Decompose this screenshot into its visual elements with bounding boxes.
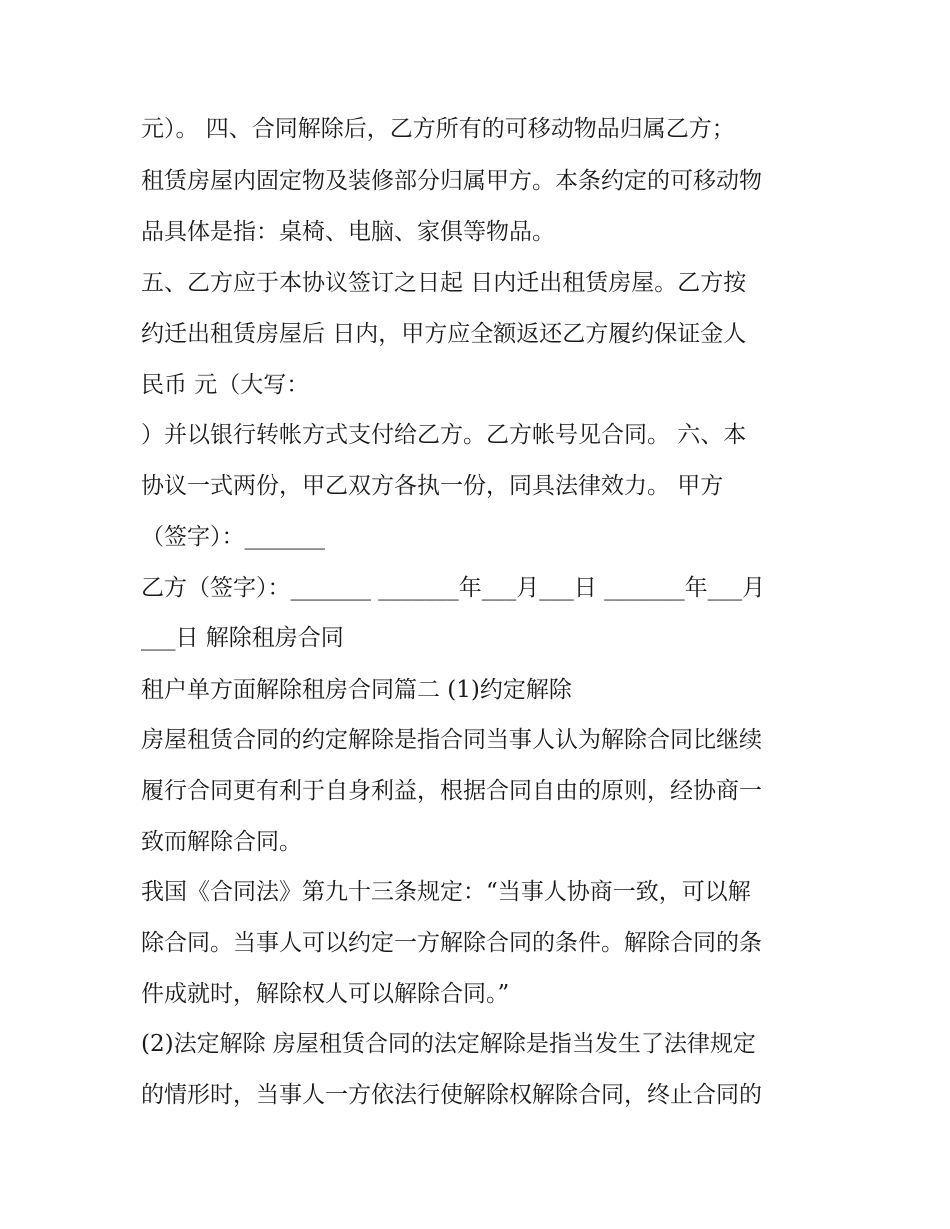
text-line: 租赁房屋内固定物及装修部分归属甲方。本条约定的可移动物 [141, 168, 762, 194]
signature-line: （签字）：_______ [141, 524, 325, 550]
text-line: 致而解除合同。 [141, 829, 302, 855]
section-heading: 租户单方面解除租房合同篇二 (1)约定解除 [141, 677, 572, 703]
text-line: 件成就时，解除权人可以解除合同。” [141, 981, 510, 1007]
text-line: 民币 元（大写： [141, 372, 310, 398]
text-line: 的情形时，当事人一方依法行使解除权解除合同，终止合同的 [141, 1082, 762, 1108]
text-line: 我国《合同法》第九十三条规定：“当事人协商一致，可以解 [141, 879, 751, 905]
text-line: 房屋租赁合同的约定解除是指合同当事人认为解除合同比继续 [141, 727, 762, 753]
text-line: 品具体是指：桌椅、电脑、家俱等物品。 [141, 219, 555, 245]
signature-line: 乙方（签字）：_______ _______年___月___日 _______年___月 [141, 575, 766, 601]
text-line: 履行合同更有利于自身利益，根据合同自由的原则，经协商一 [141, 778, 762, 804]
text-line: ___日 解除租房合同 [141, 625, 344, 651]
text-line: 约迁出租赁房屋后 日内，甲方应全额返还乙方履约保证金人 [141, 321, 747, 347]
text-line: 元）。 四、合同解除后，乙方所有的可移动物品归属乙方； [141, 116, 735, 142]
text-line: (2)法定解除 房屋租赁合同的法定解除是指当发生了法律规定 [141, 1031, 756, 1057]
text-line: 除合同。当事人可以约定一方解除合同的条件。解除合同的条 [141, 930, 762, 956]
text-line: 协议一式两份，甲乙双方各执一份，同具法律效力。 甲方 [141, 473, 724, 499]
text-line: ）并以银行转帐方式支付给乙方。乙方帐号见合同。 六、本 [141, 422, 747, 448]
text-line: 五、乙方应于本协议签订之日起 日内迁出租赁房屋。乙方按 [141, 270, 747, 296]
